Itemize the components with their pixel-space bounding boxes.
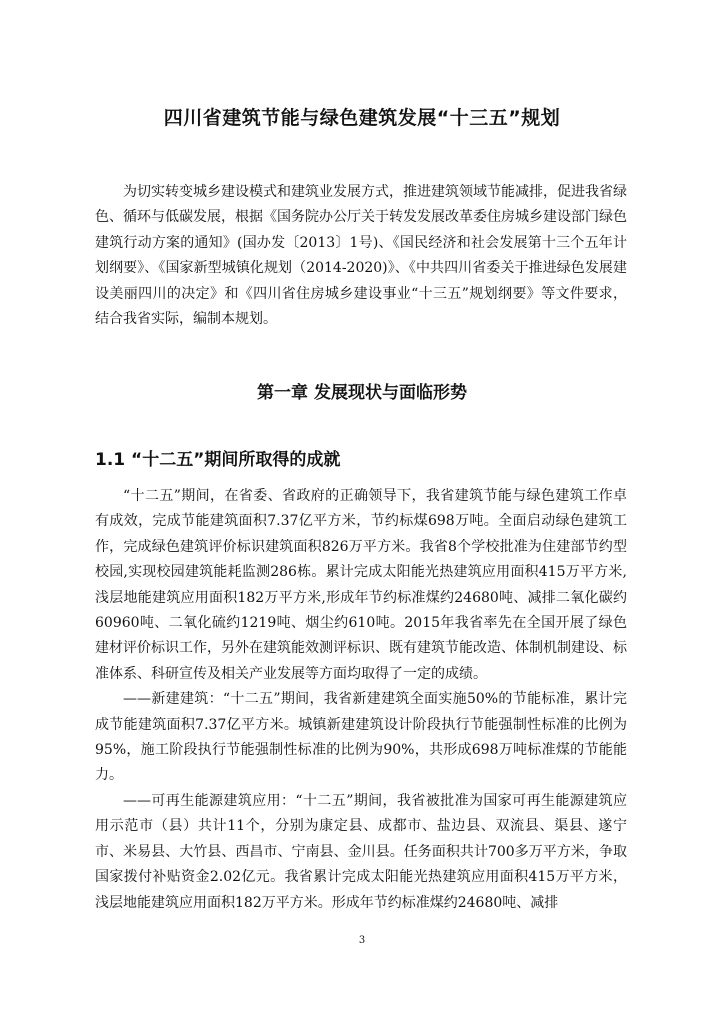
section-body (95, 484, 627, 916)
document-title: 四川省建筑节能与绿色建筑发展“十三五”规划 (163, 106, 561, 129)
body-paragraph-new-buildings: ——新建建筑：“十二五”期间，我省新建建筑全面实施50%的节能标准，累计完成节能建筑面积7.37亿平方米。城镇新建建筑设计阶段执行节能强制性标准的比例为95%，施工阶段执行节能强制性标准的比例为90%，共形成698万吨标准煤的节能能力。 (95, 691, 627, 784)
intro-section (95, 180, 627, 332)
chapter-heading: 第一章 发展现状与面临形势 (257, 383, 467, 404)
section-heading: 1.1 “十二五”期间所取得的成就 (95, 450, 341, 470)
body-paragraph-achievements: “十二五”期间，在省委、省政府的正确领导下，我省建筑节能与绿色建筑工作卓有成效，完成节能建筑面积7.37亿平方米，节约标煤698万吨。全面启动绿色建筑工作，完成绿色建筑评价标识建筑面积826万平方米。我省8个学校批准为住建部节约型校园,实现校园建筑能耗监测286栋。累计完成太阳能光热建筑应用面积415万平方米,浅层地能建筑应用面积182万平方米,形成年节约标准煤约24680吨、减排二氧化碳约60960吨、二氧化硫约1219吨、烟尘约610吨。2015年我省率先在全国开展了绿色建材评价标识工作，另外在建筑能效测评标识、既有建筑节能改造、体制机制建设、标准体系、科研宣传及相关产业发展等方面均取得了一定的成绩。 (95, 488, 627, 682)
body-paragraph-renewable-energy: ——可再生能源建筑应用：“十二五”期间，我省被批准为国家可再生能源建筑应用示范市（县）共计11个，分别为康定县、成都市、盐边县、双流县、渠县、遂宁市、米易县、大竹县、西昌市、宁南县、金川县。任务面积共计700多万平方米，争取国家拨付补贴资金2.02亿元。我省累计完成太阳能光热建筑应用面积415万平方米，浅层地能建筑应用面积182万平方米。形成年节约标准煤约24680吨、减排 (95, 792, 627, 911)
page-number: 3 (358, 935, 366, 946)
intro-paragraph: 为切实转变城乡建设模式和建筑业发展方式，推进建筑领域节能减排，促进我省绿色、循环与低碳发展，根据《国务院办公厅关于转发发展改革委住房城乡建设部门绿色建筑行动方案的通知》(国办发〔2013〕1号)、《国民经济和社会发展第十三个五年计划纲要》、《国家新型城镇化规划（2014-2020)》、《中共四川省委关于推进绿色发展建设美丽四川的决定》和《四川省住房城乡建设事业“十三五”规划纲要》等文件要求，结合我省实际，编制本规划。 (95, 184, 627, 328)
